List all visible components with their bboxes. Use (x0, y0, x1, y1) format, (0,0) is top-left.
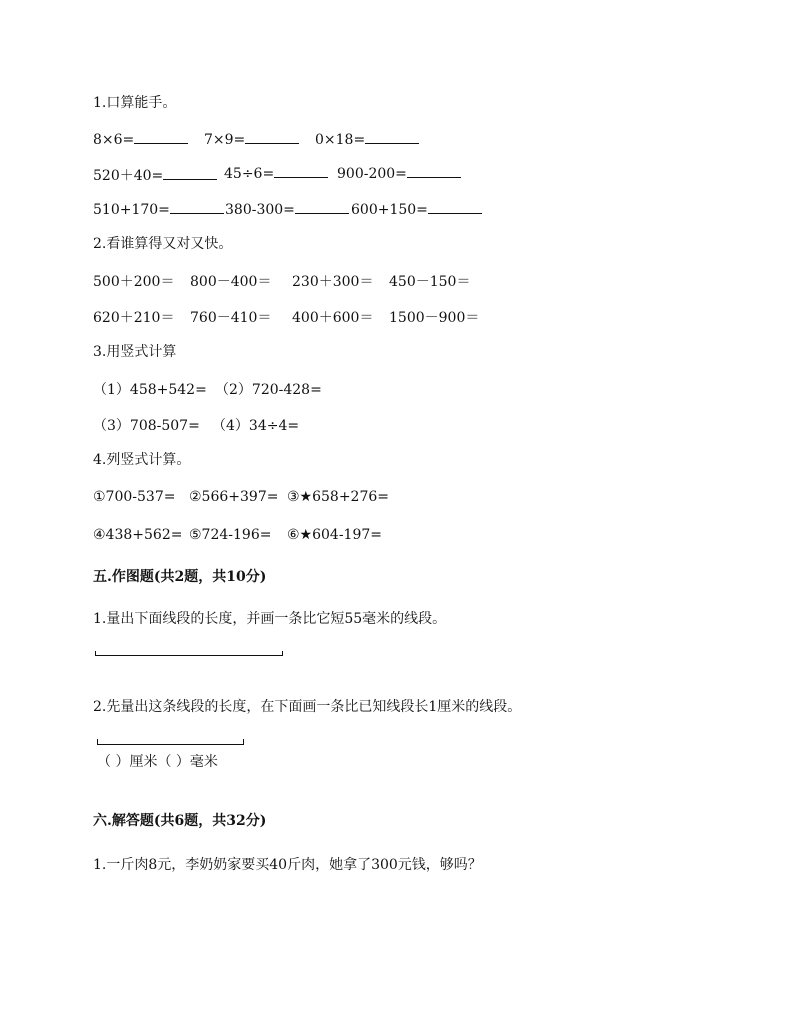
answer-blank[interactable] (163, 167, 217, 180)
q3-title: 3.用竖式计算 (93, 344, 177, 360)
answer-blank[interactable] (365, 131, 419, 144)
q1-title: 1.口算能手。 (93, 95, 177, 111)
q1-item: 8×6= (93, 131, 188, 148)
q4-title: 4.列竖式计算。 (93, 452, 191, 468)
section-5-q1: 1.量出下面线段的长度，并画一条比它短55毫米的线段。 (93, 611, 447, 627)
q2-item: 500＋200＝ (93, 274, 175, 290)
q1-item: 600+150= (351, 201, 482, 218)
q3-item: （4）34÷4= (212, 418, 300, 434)
q1-item: 0×18= (315, 131, 419, 148)
answer-blank[interactable] (245, 131, 299, 144)
q4-item: ②566+397= (189, 489, 279, 505)
q2-item: 400＋600＝ (292, 310, 374, 326)
answer-blank[interactable] (407, 165, 461, 178)
answer-blank[interactable] (170, 201, 224, 214)
q2-answer-line: （ ）厘米（ ）毫米 (97, 754, 218, 770)
answer-blank[interactable] (274, 165, 328, 178)
q3-item: （2）720-428= (215, 382, 322, 398)
q2-item: 800－400＝ (190, 274, 272, 290)
q2-item: 450－150＝ (389, 274, 471, 290)
section-5-q2: 2.先量出这条线段的长度，在下面画一条比已知线段长1厘米的线段。 (93, 699, 522, 715)
q1-item: 900-200= (337, 165, 461, 182)
q3-item: （3）708-507= (93, 418, 200, 434)
q1-item: 45÷6= (224, 165, 328, 182)
answer-blank[interactable] (134, 131, 188, 144)
q4-item: ⑥★604-197= (287, 527, 383, 543)
q1-item: 380-300= (225, 201, 349, 218)
q4-item: ⑤724-196= (189, 527, 272, 543)
answer-blank[interactable] (428, 201, 482, 214)
section-6-q1: 1.一斤肉8元，李奶奶家要买40斤肉，她拿了300元钱，够吗？ (93, 857, 482, 873)
section-5-heading: 五.作图题(共2题，共10分) (93, 569, 267, 585)
q4-item: ④438+562= (93, 527, 183, 543)
q2-item: 230＋300＝ (292, 274, 374, 290)
q2-item: 1500－900＝ (389, 310, 480, 326)
section-6-heading: 六.解答题(共6题，共32分) (93, 813, 267, 829)
answer-blank[interactable] (295, 201, 349, 214)
q3-item: （1）458+542= (93, 382, 207, 398)
q1-item: 520＋40= (93, 165, 217, 185)
q2-item: 760－410＝ (190, 310, 272, 326)
q2-item: 620＋210＝ (93, 310, 175, 326)
q1-item: 510+170= (93, 201, 224, 218)
q2-title: 2.看谁算得又对又快。 (93, 236, 233, 252)
q1-item: 7×9= (204, 131, 299, 148)
q4-item: ①700-537= (93, 489, 176, 505)
q4-item: ③★658+276= (287, 489, 390, 505)
